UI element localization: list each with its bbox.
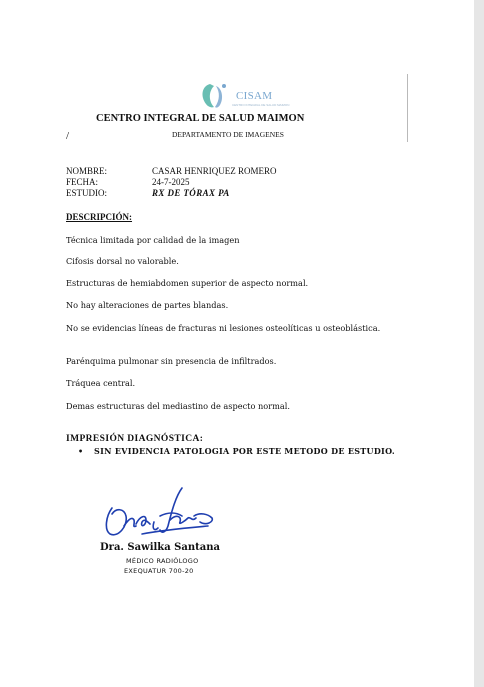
description-paragraph: Cifosis dorsal no valorable. — [66, 256, 179, 266]
description-paragraph: Parénquima pulmonar sin presencia de infiltrados. — [66, 356, 277, 366]
doctor-title: MÉDICO RADIÓLOGO — [126, 557, 199, 565]
signature-image — [102, 486, 220, 542]
logo-wordmark: CISAM — [236, 90, 273, 102]
study-label: ESTUDIO: — [66, 188, 107, 198]
name-label: NOMBRE: — [66, 166, 108, 176]
date-value: 24-7-2025 — [152, 177, 190, 187]
study-value: RX DE TÓRAX PA — [152, 188, 230, 198]
doctor-exequatur: EXEQUATUR 700-20 — [124, 567, 194, 575]
description-title: DESCRIPCIÓN: — [66, 212, 133, 222]
organization-title: CENTRO INTEGRAL DE SALUD MAIMON — [96, 113, 305, 124]
name-value: CASAR HENRIQUEZ ROMERO — [152, 166, 277, 176]
vertical-scrollbar[interactable] — [474, 0, 484, 687]
doctor-name: Dra. Sawilka Santana — [100, 542, 220, 553]
date-label: FECHA: — [66, 177, 99, 187]
description-paragraph: Tráquea central. — [66, 378, 136, 388]
logo-subtext: CENTRO INTEGRAL DE SALUD MAIMON — [232, 103, 290, 107]
impression-item: SIN EVIDENCIA PATOLOGIA POR ESTE METODO DE ESTUDIO. — [94, 446, 395, 456]
description-paragraph: Estructuras de hemiabdomen superior de aspecto normal. — [66, 278, 309, 288]
margin-guide-line — [407, 74, 408, 142]
header-slash: / — [66, 130, 70, 142]
impression-title: IMPRESIÓN DIAGNÓSTICA: — [66, 434, 204, 444]
bullet-icon: • — [78, 446, 84, 456]
impression-list — [78, 446, 395, 456]
description-paragraph: No se evidencias líneas de fracturas ni lesiones osteolíticas u osteoblástica. — [66, 323, 381, 333]
department-title: DEPARTAMENTO DE IMAGENES — [172, 130, 284, 139]
description-paragraph: Demas estructuras del mediastino de aspecto normal. — [66, 401, 290, 411]
description-paragraph: No hay alteraciones de partes blandas. — [66, 300, 229, 310]
description-paragraph: Técnica limitada por calidad de la imagen — [66, 235, 240, 245]
